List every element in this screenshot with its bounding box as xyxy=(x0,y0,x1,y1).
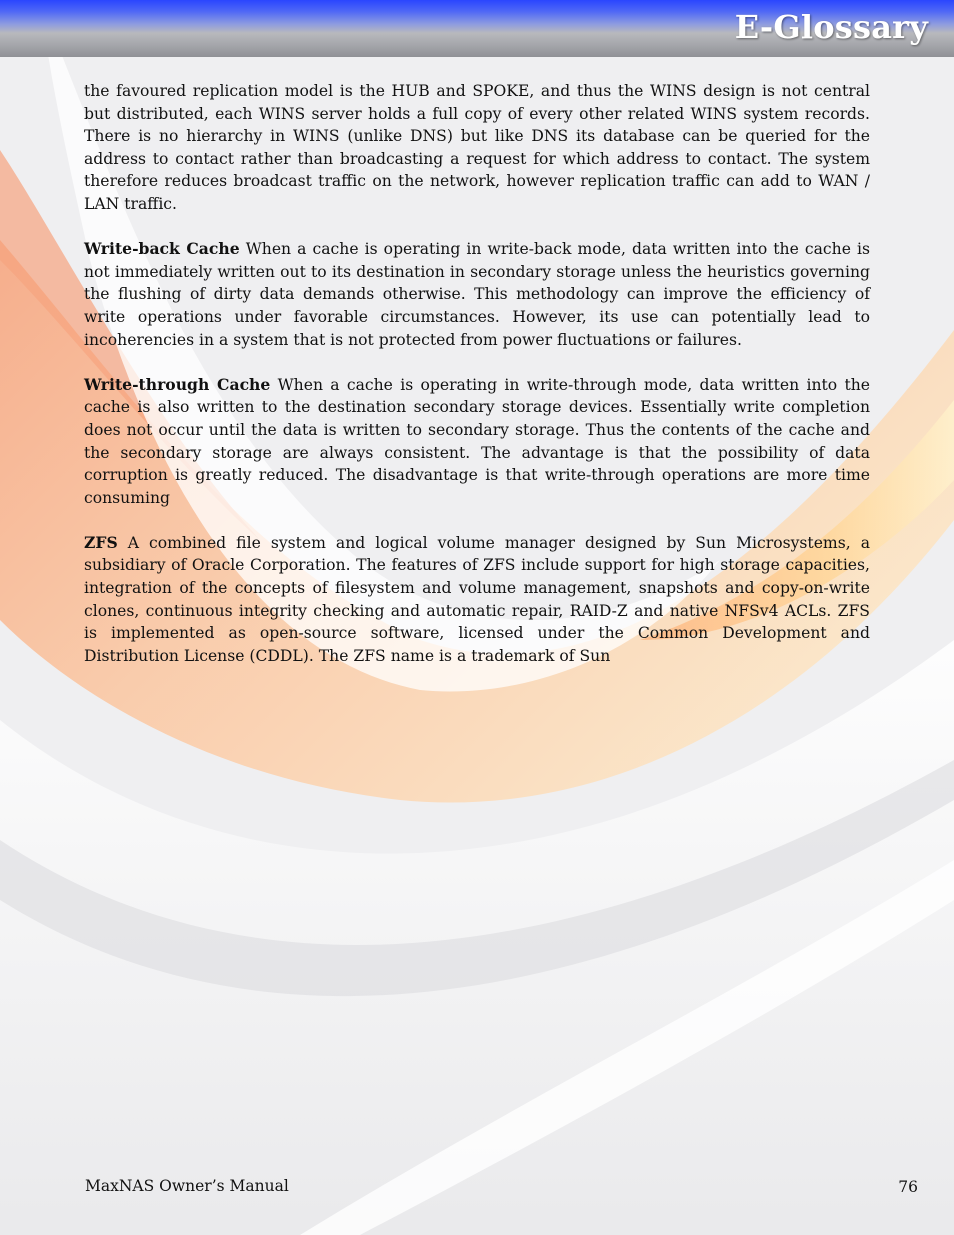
page-title: E-Glossary xyxy=(734,8,928,46)
glossary-entry-write-back-cache xyxy=(84,238,870,351)
glossary-definition: A combined file system and logical volume manager designed by Sun Microsystems, a subsidiary of Oracle Corporation. The features of ZFS include support for high storage capacities, integration of the concepts of filesystem and volume management, snapshots and copy-on-write clones, continuous integrity checking and automatic repair, RAID-Z and native NFSv4 ACLs. ZFS is implemented as open-source software, licensed under the Common Development and Distribution License (CDDL). The ZFS name is a trademark of Sun xyxy=(84,533,870,665)
glossary-definition: When a cache is operating in write-through mode, data written into the cache is also written to the destination secondary storage devices. Essentially write completion does not occur until the data is written to secondary storage. Thus the contents of the cache and the secondary storage are always consistent. The advantage is that the possibility of data corruption is greatly reduced. The disadvantage is that write-through operations are more time consuming xyxy=(84,375,871,507)
glossary-term: ZFS xyxy=(84,532,118,552)
footer-manual-title: MaxNAS Owner’s Manual xyxy=(85,1177,289,1195)
glossary-entry-zfs xyxy=(84,532,870,668)
continued-paragraph xyxy=(84,80,870,216)
page-header xyxy=(0,0,954,57)
glossary-content xyxy=(84,80,870,690)
glossary-term: Write-back Cache xyxy=(84,239,240,259)
glossary-entry-write-through-cache xyxy=(84,374,870,510)
glossary-definition: When a cache is operating in write-back mode, data written into the cache is not immediately written out to its destination in secondary storage unless the heuristics governing the flushing of dirty data demands otherwise. This methodology can improve the efficiency of write operations under favorable circumstances. However, its use can potentially lead to incoherencies in a system that is not protected from power fluctuations or failures. xyxy=(84,240,870,349)
glossary-term: Write-through Cache xyxy=(84,374,271,394)
footer-page-number: 76 xyxy=(898,1178,918,1196)
intro-text: the favoured replication model is the HUB and SPOKE, and thus the WINS design is not central but distributed, each WINS server holds a full copy of every other related WINS system records. There is no hierarchy in WINS (unlike DNS) but like DNS its database can be queried for the address to contact rather than broadcasting a request for which address to contact. The system therefore reduces broadcast traffic on the network, however replication traffic can add to WAN / LAN traffic. xyxy=(84,82,870,213)
